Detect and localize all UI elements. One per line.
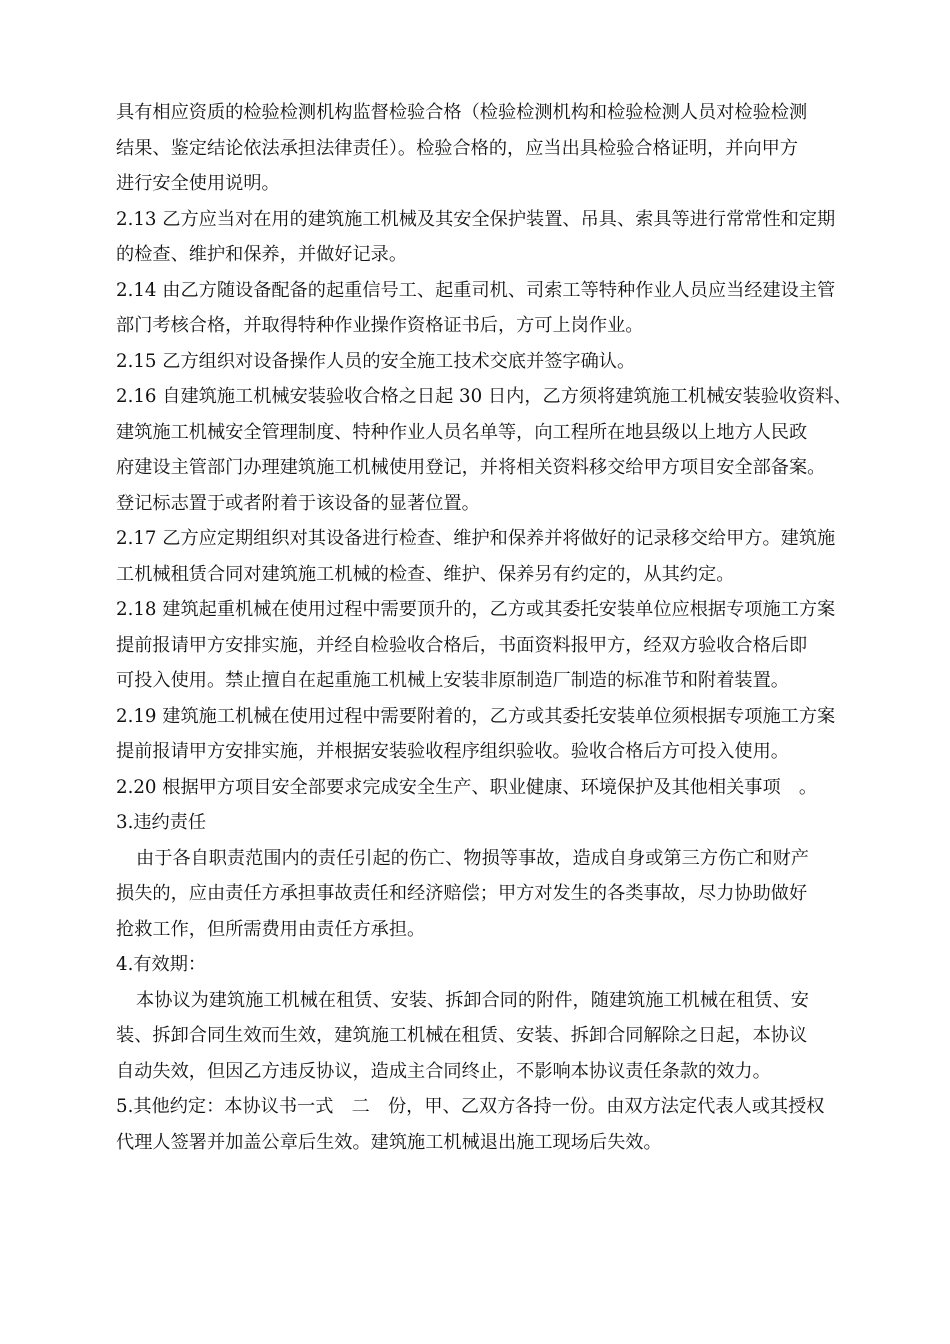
text-line: 损失的，应由责任方承担事故责任和经济赔偿；甲方对发生的各类事故，尽力协助做好 [116,883,808,904]
text-line: 部门考核合格，并取得特种作业操作资格证书后，方可上岗作业。 [116,315,644,336]
text-line: 2.13 乙方应当对在用的建筑施工机械及其安全保护装置、吊具、索具等进行常常性和定期 [116,208,836,230]
text-line: 具有相应资质的检验检测机构监督检验合格（检验检测机构和检验检测人员对检验检测 [116,102,808,123]
text-line: 2.18 建筑起重机械在使用过程中需要顶升的，乙方或其委托安装单位应根据专项施工方案 [116,599,836,620]
text-line: 提前报请甲方安排实施，并经自检验收合格后，书面资料报甲方，经双方验收合格后即 [116,634,808,656]
text-line: 由于各自职责范围内的责任引起的伤亡、物损等事故，造成自身或第三方伤亡和财产 [136,847,809,869]
section-heading: 3.违约责任 [116,812,207,833]
text-line: 登记标志置于或者附着于该设备的显著位置。 [116,492,480,514]
text-line: 装、拆卸合同生效而生效，建筑施工机械在租赁、安装、拆卸合同解除之日起，本协议 [116,1025,808,1046]
text-line: 5.其他约定：本协议书一式 二 份，甲、乙双方各持一份。由双方法定代表人或其授权 [116,1096,825,1117]
document-body [116,95,876,1160]
text-line: 2.19 建筑施工机械在使用过程中需要附着的，乙方或其委托安装单位须根据专项施工方案 [116,705,836,727]
text-line: 抢救工作，但所需费用由责任方承担。 [116,918,426,940]
text-line: 代理人签署并加盖公章后生效。建筑施工机械退出施工现场后失效。 [116,1131,662,1153]
text-line: 2.17 乙方应定期组织对其设备进行检查、维护和保养并将做好的记录移交给甲方。建筑施 [116,528,836,549]
text-line: 可投入使用。禁止擅自在起重施工机械上安装非原制造厂制造的标准节和附着装置。 [116,670,789,691]
text-line: 2.20 根据甲方项目安全部要求完成安全生产、职业健康、环境保护及其他相关事项 。 [116,776,818,798]
text-line: 本协议为建筑施工机械在租赁、安装、拆卸合同的附件，随建筑施工机械在租赁、安 [136,989,809,1011]
text-line: 2.16 自建筑施工机械安装验收合格之日起 30 日内，乙方须将建筑施工机械安装验收资料、 [116,386,852,407]
text-line: 建筑施工机械安全管理制度、特种作业人员名单等，向工程所在地县级以上地方人民政 [116,421,808,443]
text-line: 工机械租赁合同对建筑施工机械的检查、维护、保养另有约定的，从其约定。 [116,563,735,585]
text-line: 提前报请甲方安排实施，并根据安装验收程序组织验收。验收合格后方可投入使用。 [116,741,789,762]
text-line: 府建设主管部门办理建筑施工机械使用登记，并将相关资料移交给甲方项目安全部备案。 [116,457,826,478]
text-line: 进行安全使用说明。 [116,173,280,194]
section-heading: 4.有效期： [116,954,207,975]
text-line: 2.14 由乙方随设备配备的起重信号工、起重司机、司索工等特种作业人员应当经建设主管 [116,279,836,301]
text-line: 自动失效，但因乙方违反协议，造成主合同终止，不影响本协议责任条款的效力。 [116,1060,771,1082]
text-line: 2.15 乙方组织对设备操作人员的安全施工技术交底并签字确认。 [116,350,636,372]
text-line: 结果、鉴定结论依法承担法律责任）。检验合格的，应当出具检验合格证明，并向甲方 [116,137,799,159]
text-line: 的检查、维护和保养，并做好记录。 [116,244,408,265]
